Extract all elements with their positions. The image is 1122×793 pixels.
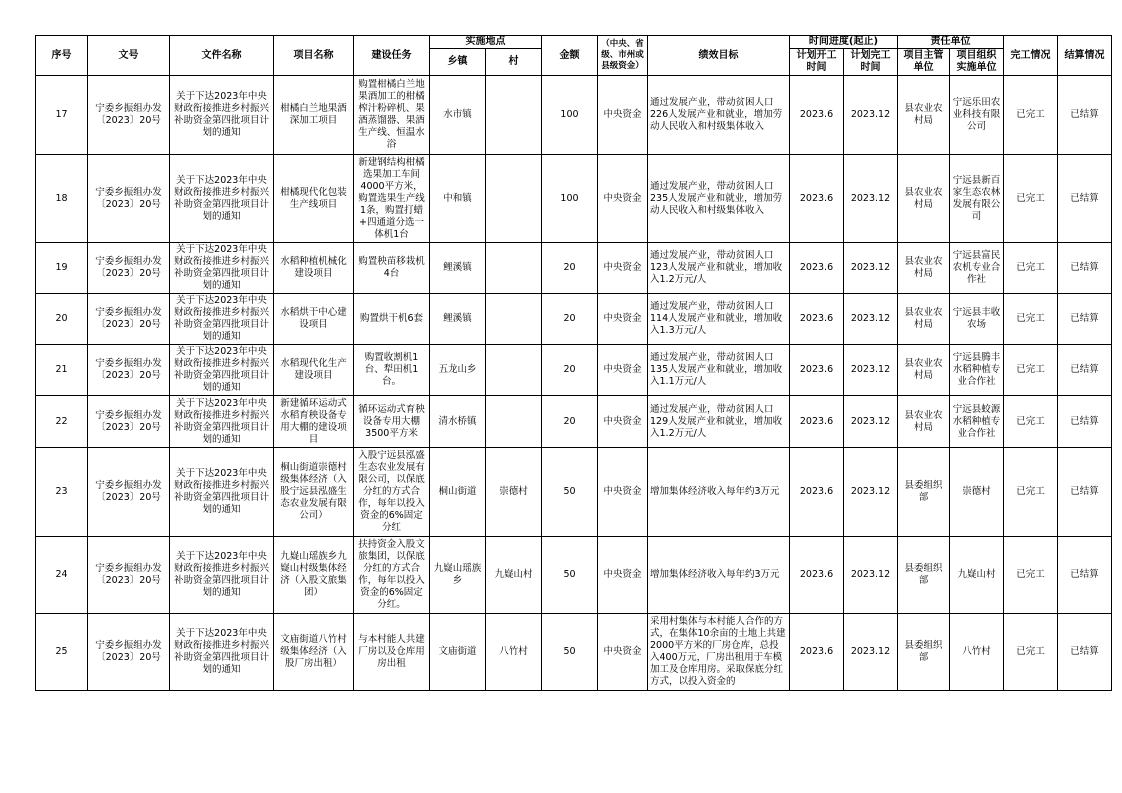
- status-cell: 已完工: [1004, 155, 1058, 243]
- task-cell: 购置秧苗移栽机4台: [354, 243, 430, 294]
- amount-cell: 100: [542, 76, 598, 155]
- fund-cell: 中央资金: [598, 155, 648, 243]
- goal-cell: 通过发展产业，带动贫困人口123人发展产业和就业，增加收入1.2万元/人: [648, 243, 790, 294]
- fund-cell: 中央资金: [598, 243, 648, 294]
- village-cell: [486, 294, 542, 345]
- doc-no-cell: 宁委乡振组办发〔2023〕20号: [88, 76, 170, 155]
- status-cell: 已完工: [1004, 294, 1058, 345]
- amount-cell: 20: [542, 345, 598, 396]
- status-cell: 已完工: [1004, 345, 1058, 396]
- end-date-cell: 2023.12: [844, 155, 898, 243]
- fund-cell: 中央资金: [598, 537, 648, 614]
- end-date-cell: 2023.12: [844, 294, 898, 345]
- impl-unit-cell: 宁远县腾丰水稻种植专业合作社: [950, 345, 1004, 396]
- town-cell: 文庙街道: [430, 614, 486, 691]
- goal-cell: 通过发展产业，带动贫困人口114人发展产业和就业，增加收入1.3万元/人: [648, 294, 790, 345]
- doc-no-cell: 宁委乡振组办发〔2023〕20号: [88, 294, 170, 345]
- village-cell: [486, 396, 542, 448]
- goal-cell: 通过发展产业，带动贫困人口129人发展产业和就业，增加收入1.2万元/人: [648, 396, 790, 448]
- fund-cell: 中央资金: [598, 76, 648, 155]
- seq-cell: 20: [36, 294, 88, 345]
- start-date-cell: 2023.6: [790, 294, 844, 345]
- doc-name-cell: 关于下达2023年中央财政衔接推进乡村振兴补助资金第四批项目计划的通知: [170, 396, 274, 448]
- start-date-cell: 2023.6: [790, 345, 844, 396]
- table-row: [36, 243, 1112, 294]
- project-name-cell: 水稻现代化生产建设项目: [274, 345, 354, 396]
- seq-cell: 19: [36, 243, 88, 294]
- header-impl: 项目组织实施单位: [950, 49, 1004, 76]
- seq-cell: 23: [36, 448, 88, 537]
- town-cell: 鲤溪镇: [430, 243, 486, 294]
- village-cell: [486, 155, 542, 243]
- task-cell: 购置收割机1台、犁田机1台。: [354, 345, 430, 396]
- doc-no-cell: 宁委乡振组办发〔2023〕20号: [88, 243, 170, 294]
- amount-cell: 20: [542, 243, 598, 294]
- project-name-cell: 水稻种植机械化建设项目: [274, 243, 354, 294]
- settle-cell: 已结算: [1058, 243, 1112, 294]
- amount-cell: 50: [542, 537, 598, 614]
- settle-cell: 已结算: [1058, 537, 1112, 614]
- goal-cell: 通过发展产业，带动贫困人口135人发展产业和就业，增加收入1.1万元/人: [648, 345, 790, 396]
- doc-no-cell: 宁委乡振组办发〔2023〕20号: [88, 396, 170, 448]
- fund-cell: 中央资金: [598, 294, 648, 345]
- seq-cell: 17: [36, 76, 88, 155]
- impl-unit-cell: 九嶷山村: [950, 537, 1004, 614]
- doc-name-cell: 关于下达2023年中央财政衔接推进乡村振兴补助资金第四批项目计划的通知: [170, 537, 274, 614]
- project-name-cell: 新建循环运动式水稻育秧设备专用大棚的建设项目: [274, 396, 354, 448]
- impl-unit-cell: 崇德村: [950, 448, 1004, 537]
- town-cell: 清水桥镇: [430, 396, 486, 448]
- town-cell: 桐山街道: [430, 448, 486, 537]
- end-date-cell: 2023.12: [844, 76, 898, 155]
- settle-cell: 已结算: [1058, 448, 1112, 537]
- header-doc-name: 文件名称: [170, 36, 274, 76]
- settle-cell: 已结算: [1058, 76, 1112, 155]
- doc-no-cell: 宁委乡振组办发〔2023〕20号: [88, 155, 170, 243]
- dept-cell: 县农业农村局: [898, 396, 950, 448]
- doc-name-cell: 关于下达2023年中央财政衔接推进乡村振兴补助资金第四批项目计划的通知: [170, 614, 274, 691]
- impl-unit-cell: 宁远县富民农机专业合作社: [950, 243, 1004, 294]
- town-cell: 水市镇: [430, 76, 486, 155]
- header-location: 实施地点: [430, 36, 542, 49]
- header-amount: 金额: [542, 36, 598, 76]
- amount-cell: 50: [542, 614, 598, 691]
- start-date-cell: 2023.6: [790, 155, 844, 243]
- goal-cell: 增加集体经济收入每年约3万元: [648, 537, 790, 614]
- amount-cell: 20: [542, 294, 598, 345]
- status-cell: 已完工: [1004, 448, 1058, 537]
- fund-cell: 中央资金: [598, 448, 648, 537]
- village-cell: 崇德村: [486, 448, 542, 537]
- doc-no-cell: 宁委乡振组办发〔2023〕20号: [88, 537, 170, 614]
- header-fund-source: （中央、省级、市州或县级资金）: [598, 36, 648, 76]
- project-name-cell: 柑橘现代化包装生产线项目: [274, 155, 354, 243]
- dept-cell: 县委组织部: [898, 614, 950, 691]
- project-name-cell: 水稻烘干中心建设项目: [274, 294, 354, 345]
- table-row: [36, 537, 1112, 614]
- project-table: [35, 35, 1112, 691]
- doc-name-cell: 关于下达2023年中央财政衔接推进乡村振兴补助资金第四批项目计划的通知: [170, 155, 274, 243]
- impl-unit-cell: 宁远乐田农业科技有限公司: [950, 76, 1004, 155]
- dept-cell: 县农业农村局: [898, 294, 950, 345]
- dept-cell: 县委组织部: [898, 448, 950, 537]
- end-date-cell: 2023.12: [844, 345, 898, 396]
- table-row: [36, 396, 1112, 448]
- end-date-cell: 2023.12: [844, 243, 898, 294]
- settle-cell: 已结算: [1058, 614, 1112, 691]
- fund-cell: 中央资金: [598, 396, 648, 448]
- start-date-cell: 2023.6: [790, 448, 844, 537]
- seq-cell: 24: [36, 537, 88, 614]
- doc-no-cell: 宁委乡振组办发〔2023〕20号: [88, 345, 170, 396]
- fund-cell: 中央资金: [598, 345, 648, 396]
- table-row: [36, 345, 1112, 396]
- amount-cell: 100: [542, 155, 598, 243]
- doc-no-cell: 宁委乡振组办发〔2023〕20号: [88, 614, 170, 691]
- header-end: 计划完工时间: [844, 49, 898, 76]
- header-start: 计划开工时间: [790, 49, 844, 76]
- header-dept: 项目主管单位: [898, 49, 950, 76]
- header-task: 建设任务: [354, 36, 430, 76]
- seq-cell: 18: [36, 155, 88, 243]
- end-date-cell: 2023.12: [844, 537, 898, 614]
- town-cell: 五龙山乡: [430, 345, 486, 396]
- table-row: [36, 155, 1112, 243]
- status-cell: 已完工: [1004, 396, 1058, 448]
- settle-cell: 已结算: [1058, 345, 1112, 396]
- dept-cell: 县农业农村局: [898, 155, 950, 243]
- start-date-cell: 2023.6: [790, 76, 844, 155]
- header-goal: 绩效目标: [648, 36, 790, 76]
- status-cell: 已完工: [1004, 614, 1058, 691]
- dept-cell: 县农业农村局: [898, 243, 950, 294]
- header-status: 完工情况: [1004, 36, 1058, 76]
- doc-name-cell: 关于下达2023年中央财政衔接推进乡村振兴补助资金第四批项目计划的通知: [170, 448, 274, 537]
- fund-cell: 中央资金: [598, 614, 648, 691]
- task-cell: 扶持资金入股文旅集团，以保底分红的方式合作，每年以投入资金的6%固定分红。: [354, 537, 430, 614]
- doc-name-cell: 关于下达2023年中央财政衔接推进乡村振兴补助资金第四批项目计划的通知: [170, 243, 274, 294]
- table-row: [36, 294, 1112, 345]
- doc-name-cell: 关于下达2023年中央财政衔接推进乡村振兴补助资金第四批项目计划的通知: [170, 76, 274, 155]
- project-name-cell: 文庙街道八竹村级集体经济（入股厂房出租）: [274, 614, 354, 691]
- task-cell: 购置烘干机6套: [354, 294, 430, 345]
- header-town: 乡镇: [430, 49, 486, 76]
- status-cell: 已完工: [1004, 537, 1058, 614]
- start-date-cell: 2023.6: [790, 243, 844, 294]
- status-cell: 已完工: [1004, 243, 1058, 294]
- town-cell: 九嶷山瑶族乡: [430, 537, 486, 614]
- status-cell: 已完工: [1004, 76, 1058, 155]
- town-cell: 鲤溪镇: [430, 294, 486, 345]
- doc-no-cell: 宁委乡振组办发〔2023〕20号: [88, 448, 170, 537]
- project-name-cell: 柑橘白兰地果酒深加工项目: [274, 76, 354, 155]
- end-date-cell: 2023.12: [844, 396, 898, 448]
- seq-cell: 25: [36, 614, 88, 691]
- header-seq: 序号: [36, 36, 88, 76]
- village-cell: [486, 345, 542, 396]
- amount-cell: 50: [542, 448, 598, 537]
- goal-cell: 增加集体经济收入每年约3万元: [648, 448, 790, 537]
- header-doc-no: 文号: [88, 36, 170, 76]
- task-cell: 与本村能人共建厂房以及仓库用房出租: [354, 614, 430, 691]
- impl-unit-cell: 宁远县蛟源水稻种植专业合作社: [950, 396, 1004, 448]
- goal-cell: 采用村集体与本村能人合作的方式，在集体10余亩的土地上共建2000平方米的厂房仓库，总投入400万元，厂房出租用于车模加工及仓库用房。采取保底分红方式，以投入资金的: [648, 614, 790, 691]
- table-row: [36, 76, 1112, 155]
- village-cell: [486, 76, 542, 155]
- header-schedule: 时间进度(起止): [790, 36, 898, 49]
- settle-cell: 已结算: [1058, 294, 1112, 345]
- start-date-cell: 2023.6: [790, 396, 844, 448]
- town-cell: 中和镇: [430, 155, 486, 243]
- end-date-cell: 2023.12: [844, 614, 898, 691]
- start-date-cell: 2023.6: [790, 614, 844, 691]
- village-cell: 九嶷山村: [486, 537, 542, 614]
- impl-unit-cell: 八竹村: [950, 614, 1004, 691]
- village-cell: 八竹村: [486, 614, 542, 691]
- impl-unit-cell: 宁远县新百家生态农林发展有限公司: [950, 155, 1004, 243]
- amount-cell: 20: [542, 396, 598, 448]
- dept-cell: 县委组织部: [898, 537, 950, 614]
- task-cell: 购置柑橘白兰地果酒加工的柑橘榨汁粉碎机、果酒蒸馏器、果酒生产线、恒温水浴: [354, 76, 430, 155]
- impl-unit-cell: 宁远县丰收农场: [950, 294, 1004, 345]
- table-row: [36, 448, 1112, 537]
- seq-cell: 21: [36, 345, 88, 396]
- task-cell: 循环运动式育秧设备专用大棚3500平方米: [354, 396, 430, 448]
- village-cell: [486, 243, 542, 294]
- header-project-name: 项目名称: [274, 36, 354, 76]
- header-village: 村: [486, 49, 542, 76]
- seq-cell: 22: [36, 396, 88, 448]
- goal-cell: 通过发展产业，带动贫困人口235人发展产业和就业，增加劳动人民收入和村级集体收入: [648, 155, 790, 243]
- task-cell: 新建钢结构柑橘选果加工车间4000平方米，购置选果生产线1条，购置打蜡+四通道分选一体机1台: [354, 155, 430, 243]
- settle-cell: 已结算: [1058, 155, 1112, 243]
- settle-cell: 已结算: [1058, 396, 1112, 448]
- project-name-cell: 桐山街道崇德村级集体经济（入股宁远县泓盛生态农业发展有限公司）: [274, 448, 354, 537]
- table-row: [36, 614, 1112, 691]
- goal-cell: 通过发展产业，带动贫困人口226人发展产业和就业，增加劳动人民收入和村级集体收入: [648, 76, 790, 155]
- dept-cell: 县农业农村局: [898, 76, 950, 155]
- end-date-cell: 2023.12: [844, 448, 898, 537]
- header-responsible: 责任单位: [898, 36, 1004, 49]
- header-settle: 结算情况: [1058, 36, 1112, 76]
- project-name-cell: 九嶷山瑶族乡九嶷山村级集体经济（入股文旅集团）: [274, 537, 354, 614]
- task-cell: 入股宁远县泓盛生态农业发展有限公司，以保底分红的方式合作，每年以投入资金的6%固定分红: [354, 448, 430, 537]
- start-date-cell: 2023.6: [790, 537, 844, 614]
- doc-name-cell: 关于下达2023年中央财政衔接推进乡村振兴补助资金第四批项目计划的通知: [170, 345, 274, 396]
- doc-name-cell: 关于下达2023年中央财政衔接推进乡村振兴补助资金第四批项目计划的通知: [170, 294, 274, 345]
- dept-cell: 县农业农村局: [898, 345, 950, 396]
